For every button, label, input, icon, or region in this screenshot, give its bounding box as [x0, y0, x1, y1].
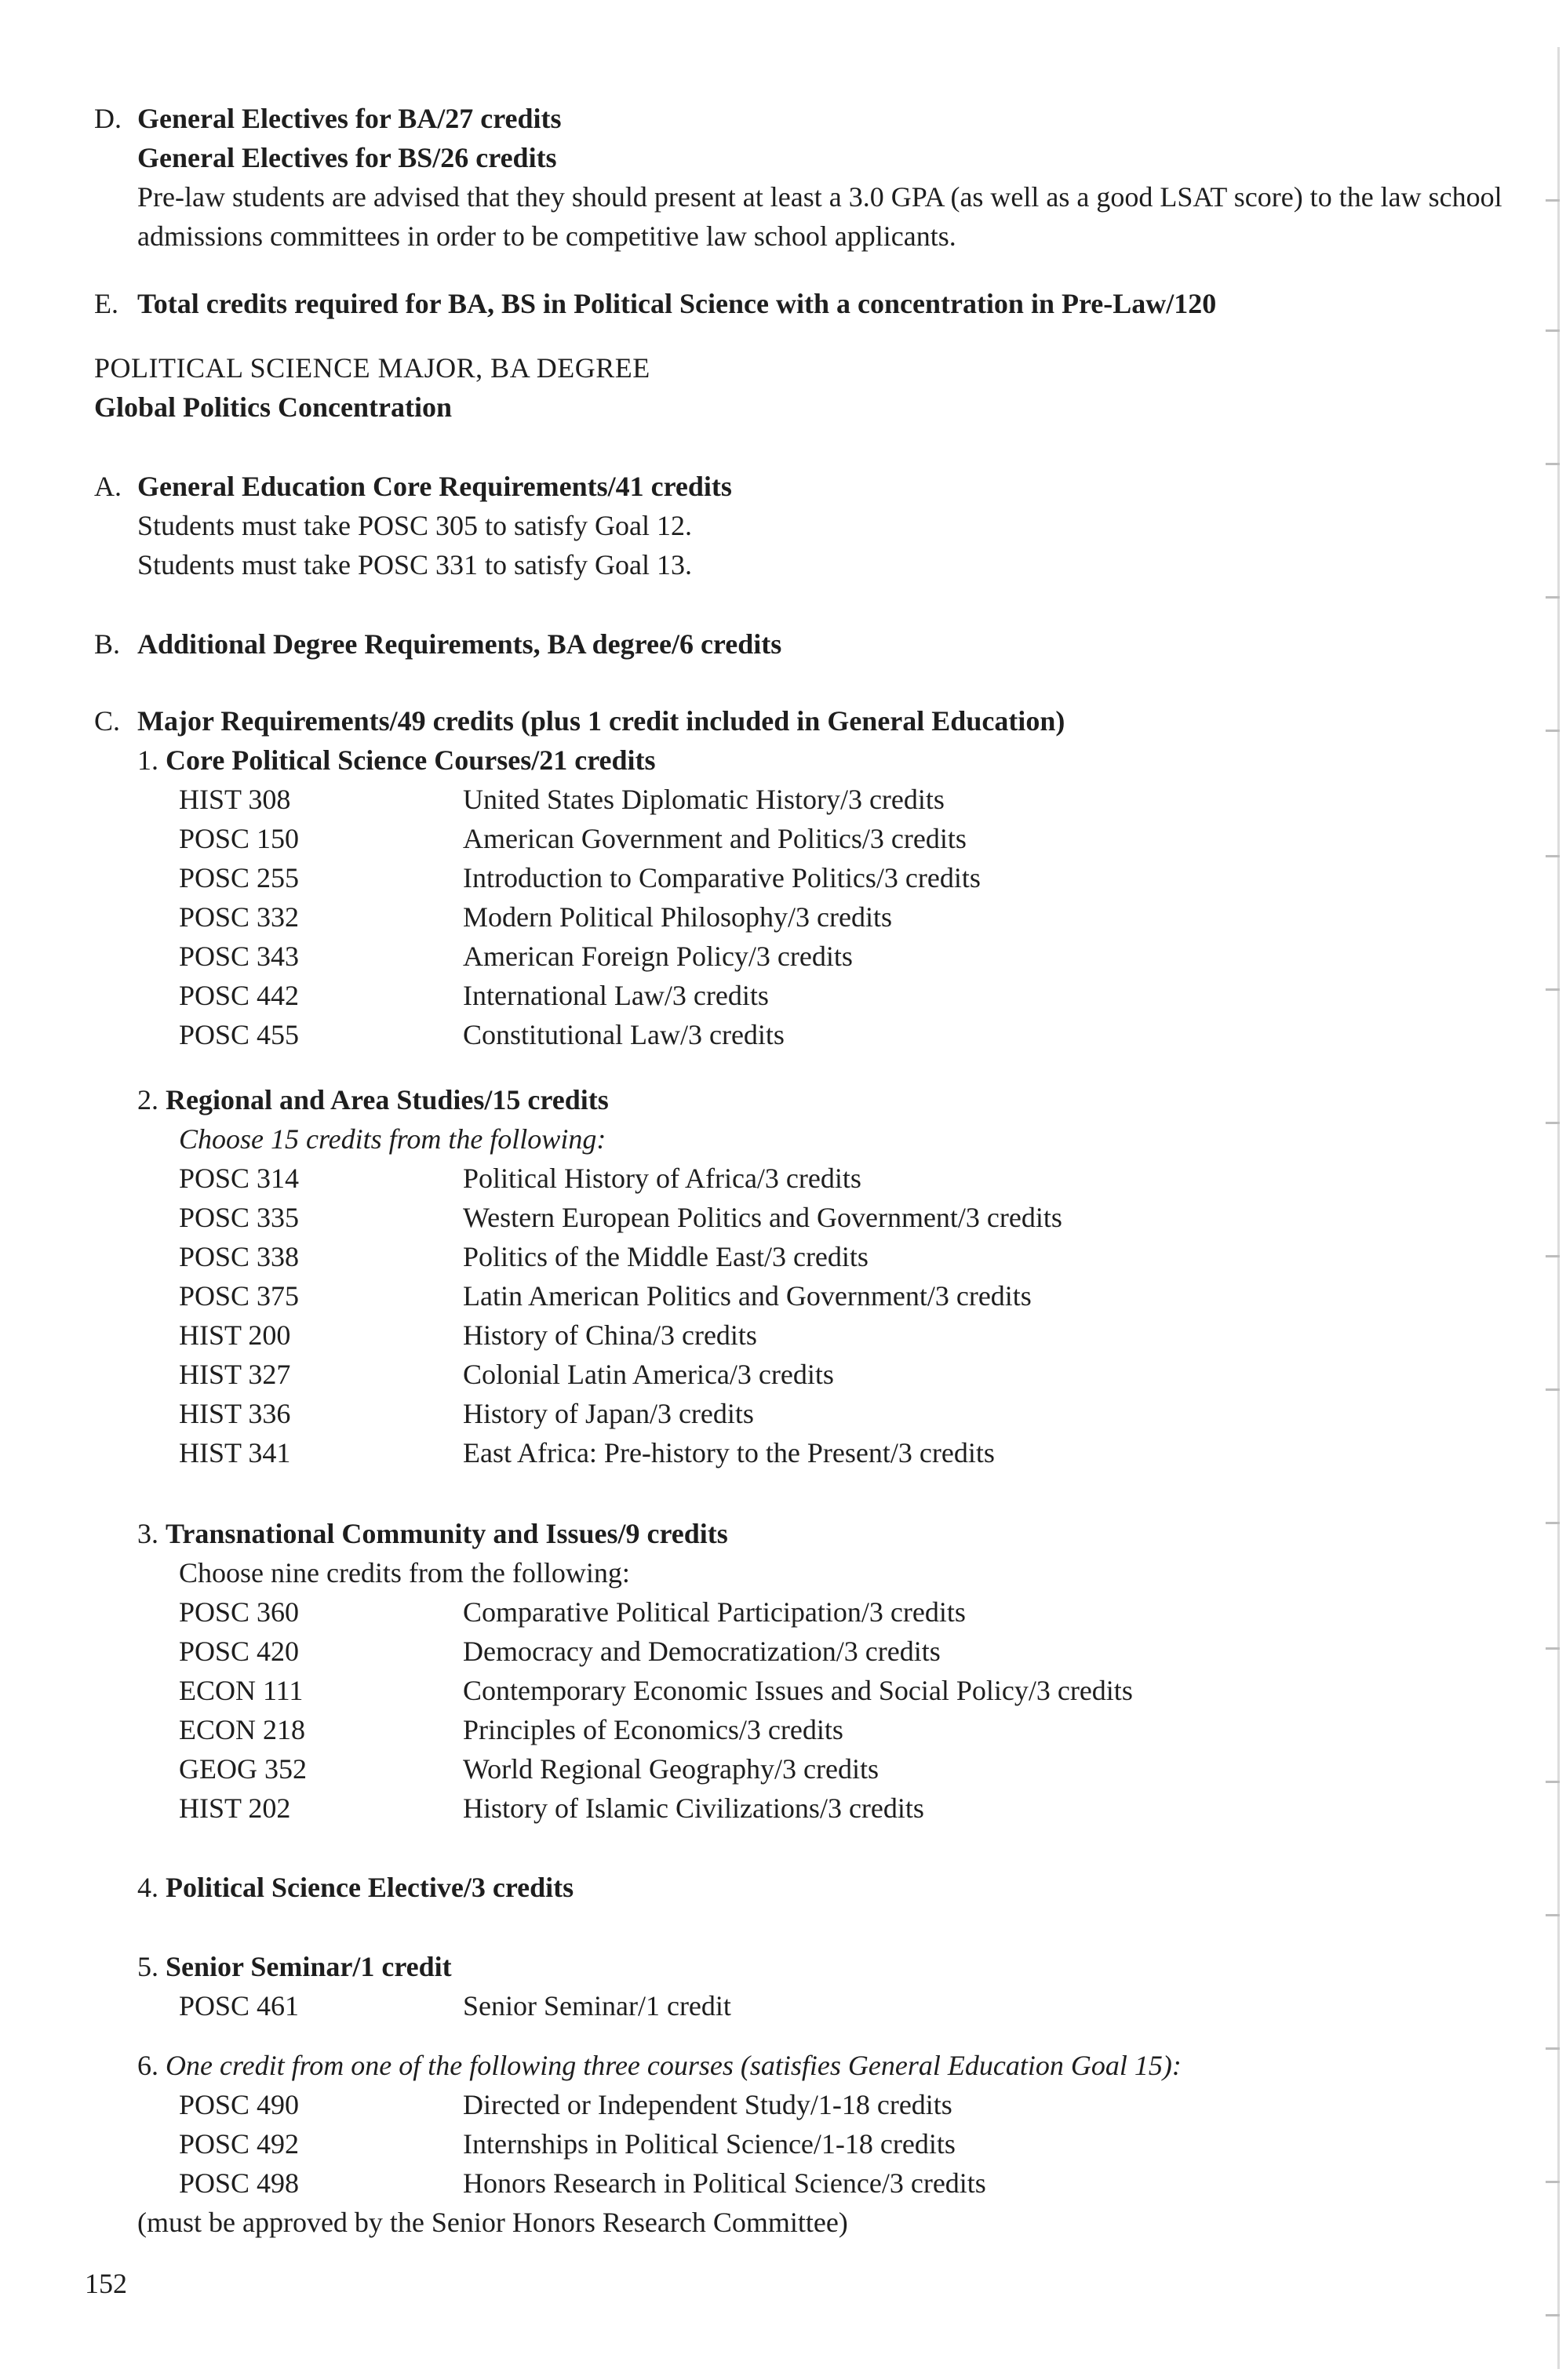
- course-row: [94, 1986, 1519, 2025]
- course-code: POSC 490: [179, 2089, 300, 2120]
- course-row: [94, 1789, 1519, 1828]
- group-5-num: 5.: [137, 1951, 158, 1982]
- group-3-num: 3.: [137, 1518, 158, 1549]
- group-6-num: 6.: [137, 2050, 158, 2081]
- group-5-heading: [94, 1947, 1519, 1986]
- section-c-heading: Major Requirements/49 credits (plus 1 credit included in General Education): [137, 705, 1065, 737]
- course-row: [94, 897, 1519, 937]
- course-title: Modern Political Philosophy/3 credits: [463, 901, 892, 933]
- section-c: [94, 701, 1519, 1054]
- course-title: Internships in Political Science/1-18 credits: [463, 2128, 956, 2160]
- course-title: Politics of the Middle East/3 credits: [463, 1241, 869, 1272]
- section-b: [94, 624, 1519, 664]
- group-2-heading: [94, 1080, 1519, 1119]
- binding-mark: [1546, 2047, 1560, 2050]
- course-code: POSC 360: [179, 1596, 300, 1628]
- binding-mark: [1546, 855, 1560, 857]
- binding-mark: [1546, 988, 1560, 991]
- course-row: [94, 1276, 1519, 1316]
- group-2: [94, 1080, 1519, 1472]
- course-title: American Government and Politics/3 credits: [463, 823, 967, 854]
- group-2-instruction: Choose 15 credits from the following:: [179, 1123, 606, 1155]
- course-code: POSC 343: [179, 941, 300, 972]
- course-code: HIST 327: [179, 1359, 291, 1390]
- group-1-title: Core Political Science Courses/21 credits: [166, 744, 656, 776]
- group-6-note: (must be approved by the Senior Honors Research Committee): [137, 2207, 848, 2238]
- course-code: POSC 338: [179, 1241, 300, 1272]
- group-3: [94, 1514, 1519, 1828]
- course-title: Comparative Political Participation/3 credits: [463, 1596, 966, 1628]
- course-code: ECON 218: [179, 1714, 305, 1745]
- section-d-line1: [94, 99, 1519, 138]
- section-d-line2: General Electives for BS/26 credits: [137, 142, 557, 173]
- group-4-title: Political Science Elective/3 credits: [166, 1872, 574, 1903]
- binding-mark: [1546, 2181, 1560, 2183]
- group-1-num: 1.: [137, 744, 158, 776]
- group-2-num: 2.: [137, 1084, 158, 1115]
- course-row: [94, 1433, 1519, 1472]
- course-code: POSC 314: [179, 1163, 300, 1194]
- section-a-note1: Students must take POSC 305 to satisfy Goal 12.: [137, 510, 693, 541]
- course-row: [94, 1198, 1519, 1237]
- section-a-letter: A.: [94, 471, 122, 502]
- binding-mark: [1546, 199, 1560, 202]
- course-row: [94, 937, 1519, 976]
- course-title: Constitutional Law/3 credits: [463, 1019, 785, 1050]
- course-code: POSC 332: [179, 901, 300, 933]
- binding-edge: [1557, 47, 1560, 2369]
- section-e-text: Total credits required for BA, BS in Political Science with a concentration in Pre-Law/120: [137, 288, 1217, 319]
- course-title: Contemporary Economic Issues and Social Policy/3 credits: [463, 1675, 1133, 1706]
- course-row: [94, 2085, 1519, 2124]
- binding-mark: [1546, 329, 1560, 332]
- course-title: East Africa: Pre-history to the Present/3 credits: [463, 1437, 995, 1468]
- course-code: POSC 255: [179, 862, 300, 893]
- course-row: [94, 819, 1519, 858]
- binding-mark: [1546, 1388, 1560, 1391]
- course-code: POSC 492: [179, 2128, 300, 2160]
- course-title: Colonial Latin America/3 credits: [463, 1359, 834, 1390]
- major-title: POLITICAL SCIENCE MAJOR, BA DEGREE: [94, 352, 650, 384]
- course-code: POSC 455: [179, 1019, 300, 1050]
- course-title: International Law/3 credits: [463, 980, 769, 1011]
- group-5: [94, 1947, 1519, 2025]
- course-title: World Regional Geography/3 credits: [463, 1753, 879, 1785]
- course-code: HIST 336: [179, 1398, 291, 1429]
- course-title: Latin American Politics and Government/3 credits: [463, 1280, 1032, 1312]
- course-code: POSC 420: [179, 1636, 300, 1667]
- course-code: POSC 461: [179, 1990, 300, 2022]
- section-e-letter: E.: [94, 288, 118, 319]
- group-5-title: Senior Seminar/1 credit: [166, 1951, 452, 1982]
- page-number: 152: [85, 2268, 127, 2299]
- binding-mark: [1546, 1122, 1560, 1124]
- course-row: [94, 1355, 1519, 1394]
- course-code: POSC 335: [179, 1202, 300, 1233]
- course-title: United States Diplomatic History/3 credits: [463, 784, 945, 815]
- group-2-title: Regional and Area Studies/15 credits: [166, 1084, 609, 1115]
- major-subtitle: Global Politics Concentration: [94, 391, 452, 423]
- course-title: Introduction to Comparative Politics/3 credits: [463, 862, 981, 893]
- course-code: POSC 375: [179, 1280, 300, 1312]
- course-row: [94, 1632, 1519, 1671]
- binding-mark: [1546, 1914, 1560, 1916]
- course-row: [94, 1015, 1519, 1054]
- group-3-title: Transnational Community and Issues/9 credits: [166, 1518, 728, 1549]
- course-code: POSC 150: [179, 823, 300, 854]
- section-b-heading: Additional Degree Requirements, BA degree/6 credits: [137, 628, 782, 660]
- course-row: [94, 2124, 1519, 2163]
- group-3-instruction: Choose nine credits from the following:: [179, 1557, 630, 1588]
- course-code: HIST 341: [179, 1437, 291, 1468]
- course-row: [94, 1671, 1519, 1710]
- section-d-text1: General Electives for BA/27 credits: [137, 103, 562, 134]
- course-title: American Foreign Policy/3 credits: [463, 941, 853, 972]
- course-row: [94, 976, 1519, 1015]
- course-row: [94, 1394, 1519, 1433]
- group-4-heading: [94, 1868, 1519, 1907]
- course-code: POSC 442: [179, 980, 300, 1011]
- course-title: History of Japan/3 credits: [463, 1398, 754, 1429]
- course-title: Senior Seminar/1 credit: [463, 1990, 731, 2022]
- section-d-paragraph: Pre-law students are advised that they should present at least a 3.0 GPA (as well as a good LSAT score) to the law school admissions committees in order to be competitive law school applicants.: [137, 181, 1502, 252]
- binding-mark: [1546, 463, 1560, 465]
- binding-mark: [1546, 1255, 1560, 1257]
- binding-mark: [1546, 2314, 1560, 2316]
- course-row: [94, 1237, 1519, 1276]
- binding-mark: [1546, 1781, 1560, 1783]
- course-row: [94, 780, 1519, 819]
- section-b-letter: B.: [94, 628, 121, 660]
- course-code: HIST 200: [179, 1319, 291, 1351]
- group-4: [94, 1868, 1519, 1907]
- course-title: Democracy and Democratization/3 credits: [463, 1636, 941, 1667]
- course-row: [94, 1592, 1519, 1632]
- course-code: HIST 308: [179, 784, 291, 815]
- group-4-num: 4.: [137, 1872, 158, 1903]
- course-code: GEOG 352: [179, 1753, 307, 1785]
- course-row: [94, 2163, 1519, 2203]
- group-1-heading: [94, 741, 1519, 780]
- group-3-heading: [94, 1514, 1519, 1553]
- section-c-letter: C.: [94, 705, 121, 737]
- course-title: History of Islamic Civilizations/3 credits: [463, 1792, 924, 1824]
- major-header: [94, 348, 1519, 427]
- section-a: [94, 467, 1519, 584]
- course-title: History of China/3 credits: [463, 1319, 757, 1351]
- section-a-note2: Students must take POSC 331 to satisfy Goal 13.: [137, 549, 693, 580]
- course-code: POSC 498: [179, 2167, 300, 2199]
- binding-mark: [1546, 1647, 1560, 1650]
- group-6-title: One credit from one of the following three courses (satisfies General Education Goal 15):: [166, 2050, 1182, 2081]
- binding-mark: [1546, 1522, 1560, 1524]
- course-row: [94, 1710, 1519, 1749]
- course-title: Directed or Independent Study/1-18 credits: [463, 2089, 952, 2120]
- section-d-letter: D.: [94, 103, 122, 134]
- group-6: [94, 2046, 1519, 2242]
- section-d: [94, 99, 1519, 256]
- section-a-heading: General Education Core Requirements/41 credits: [137, 471, 732, 502]
- course-title: Political History of Africa/3 credits: [463, 1163, 861, 1194]
- course-code: HIST 202: [179, 1792, 291, 1824]
- course-title: Honors Research in Political Science/3 credits: [463, 2167, 986, 2199]
- course-title: Principles of Economics/3 credits: [463, 1714, 843, 1745]
- group-6-heading: [94, 2046, 1519, 2085]
- binding-mark: [1546, 596, 1560, 599]
- course-row: [94, 1316, 1519, 1355]
- course-row: [94, 1159, 1519, 1198]
- section-e: [94, 284, 1519, 323]
- course-code: ECON 111: [179, 1675, 304, 1706]
- course-title: Western European Politics and Government/3 credits: [463, 1202, 1062, 1233]
- course-row: [94, 1749, 1519, 1789]
- binding-mark: [1546, 730, 1560, 732]
- course-row: [94, 858, 1519, 897]
